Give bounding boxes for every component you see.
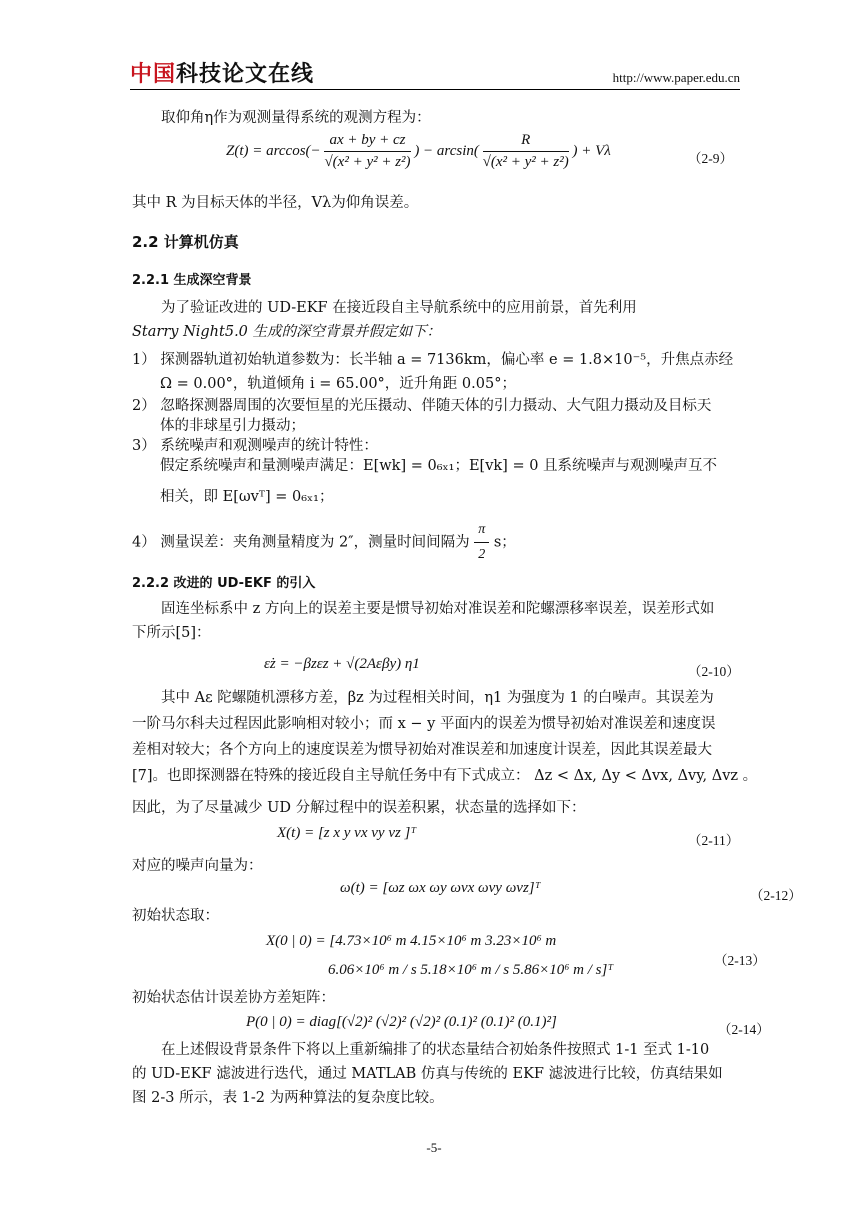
equation-2-10: ε̇z = −βzεz + √(2Aεβy) η1 <box>264 656 420 672</box>
eq-2-11-number: （2-11） <box>688 833 740 848</box>
item2-line2: 体的非球星引力摄动； <box>160 418 305 434</box>
equation-2-13-line1: X(0 | 0) = [4.73×10⁶ m 4.15×10⁶ m 3.23×10⁶ m <box>266 933 557 949</box>
eq-2-12-number: （2-12） <box>750 888 802 903</box>
item4-line <box>132 520 516 565</box>
eq-2-9-frac2-den: √(x² + y² + z²) <box>482 154 569 170</box>
para-221-line1: 为了验证改进的 UD-EKF 在接近段自主导航系统中的应用前景，首先利用 <box>161 300 637 316</box>
eq-2-10-number: （2-10） <box>688 664 740 679</box>
section-2-2-heading: 2.2 计算机仿真 <box>132 233 239 251</box>
logo-red-text: 中国 <box>130 62 177 87</box>
item1-line1: 1） 探测器轨道初始轨道参数为：长半轴 a = 7136km，偏心率 e = 1.8×10⁻⁵，升焦点赤经 <box>132 352 734 368</box>
equation-2-12: ω(t) = [ωz ωx ωy ωvx ωvy ωvz]ᵀ <box>340 880 541 896</box>
final-para-line3: 图 2-3 所示，表 1-2 为两种算法的复杂度比较。 <box>132 1090 444 1106</box>
item3-line1: 3） 系统噪声和观测噪声的统计特性： <box>132 438 378 454</box>
eq-2-9-number: （2-9） <box>688 151 733 166</box>
eq-2-9-rhs: ) + Vλ <box>572 142 611 159</box>
eq-2-14-number: （2-14） <box>718 1022 770 1037</box>
equation-2-14: P(0 | 0) = diag[(√2)² (√2)² (√2)² (0.1)² (0.1)² (0.1)²] <box>246 1014 557 1030</box>
eq-2-9-frac1-num: ax + by + cz <box>324 132 410 152</box>
eq-2-9-frac1-den: √(x² + y² + z²) <box>324 154 411 170</box>
equation-2-13-line2: 6.06×10⁶ m / s 5.18×10⁶ m / s 5.86×10⁶ m / s]ᵀ <box>328 962 614 978</box>
para-b-line5: 因此，为了尽量减少 UD 分解过程中的误差积累，状态量的选择如下： <box>132 800 586 816</box>
journal-logo <box>130 57 314 88</box>
final-para-line2: 的 UD-EKF 滤波进行迭代，通过 MATLAB 仿真与传统的 EKF 滤波进行比较，仿真结果如 <box>132 1066 723 1082</box>
para-b-line4: [7]。也即探测器在特殊的接近段自主导航任务中有下式成立： Δz < Δx, Δy < Δvx, Δvy, Δvz 。 <box>132 768 758 784</box>
after-eq-2-9: 其中 R 为目标天体的半径，Vλ为仰角误差。 <box>132 195 419 211</box>
page-number: -5- <box>426 1140 442 1155</box>
eq-2-9-frac2 <box>483 132 569 171</box>
eq-2-9-lhs: Z(t) = arccos(− <box>226 142 321 159</box>
para-222-line2: 下所示[5]： <box>132 625 211 641</box>
header-url[interactable]: http://www.paper.edu.cn <box>612 70 740 85</box>
logo-black-text: 科技论文在线 <box>176 62 315 87</box>
item4-fraction <box>474 520 489 565</box>
item1-line2: Ω = 0.00°，轨道倾角 i = 65.00°，近升角距 0.05°； <box>160 376 516 392</box>
eq-2-9-frac1 <box>324 132 410 171</box>
eq-2-9-frac2-num: R <box>483 132 569 152</box>
header-rule <box>130 89 740 90</box>
noise-intro: 对应的噪声向量为： <box>132 858 263 874</box>
item2-line1: 2） 忽略探测器周围的次要恒星的光压摄动、伴随天体的引力摄动、大气阻力摄动及目标天 <box>132 398 712 414</box>
para-b-line1: 其中 Aε 陀螺随机漂移方差，βz 为过程相关时间，η1 为强度为 1 的白噪声。其误差为 <box>161 690 714 706</box>
intro-line: 取仰角η作为观测量得系统的观测方程为： <box>161 110 431 126</box>
para-221-line2: Starry Night5.0 生成的深空背景并假定如下： <box>132 324 442 340</box>
final-para-line1: 在上述假设背景条件下将以上重新编排了的状态量结合初始条件按照式 1-1 至式 1-10 <box>161 1042 710 1058</box>
para-b-line3: 差相对较大；各个方向上的速度误差为惯导初始对准误差和加速度计误差，因此其误差最大 <box>132 742 712 758</box>
item3-line2: 假定系统噪声和量测噪声满足：E[wk] = 0₆ₓ₁；E[vk] = 0 且系统噪声与观测噪声互不 <box>160 458 718 474</box>
item4-text-a: 4） 测量误差：夹角测量精度为 2″，测量时间间隔为 <box>132 534 470 551</box>
para-222-line1: 固连坐标系中 z 方向上的误差主要是惯导初始对准误差和陀螺漂移率误差，误差形式如 <box>161 601 715 617</box>
equation-2-11: X(t) = [z x y vx vy vz ]ᵀ <box>277 825 417 841</box>
init-state-intro: 初始状态取： <box>132 908 219 924</box>
section-2-2-2-heading: 2.2.2 改进的 UD-EKF 的引入 <box>132 576 316 591</box>
section-2-2-1-heading: 2.2.1 生成深空背景 <box>132 273 252 288</box>
para-b-line2: 一阶马尔科夫过程因此影响相对较小；而 x − y 平面内的误差为惯导初始对准误差和速度误 <box>132 716 716 732</box>
item4-frac-den: 2 <box>478 547 486 562</box>
equation-2-9 <box>226 132 611 171</box>
cov-intro: 初始状态估计误差协方差矩阵： <box>132 990 335 1006</box>
eq-2-13-number: （2-13） <box>714 953 766 968</box>
item4-frac-num: π <box>474 520 489 543</box>
item3-line3: 相关，即 E[ωvᵀ] = 0₆ₓ₁； <box>160 489 334 505</box>
item4-text-b: s； <box>493 534 516 551</box>
eq-2-9-mid: ) − arcsin( <box>414 142 479 159</box>
